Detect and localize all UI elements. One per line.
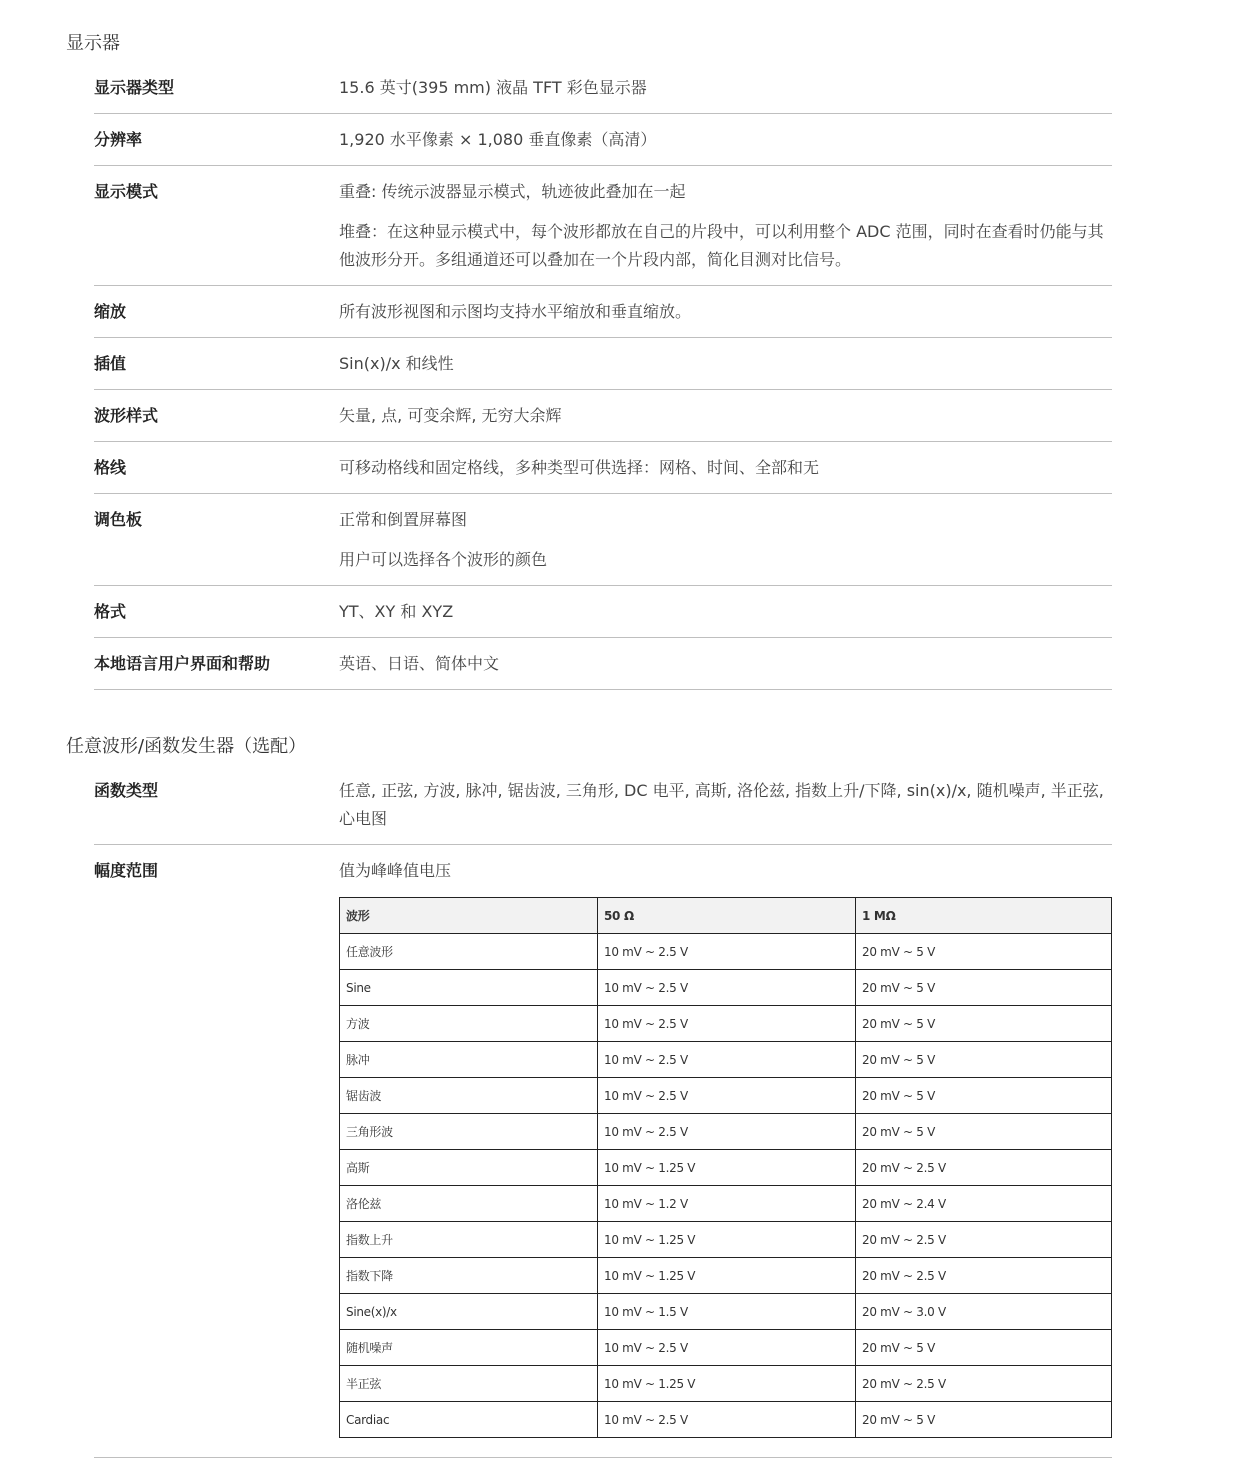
spec-value <box>339 350 1112 378</box>
cell-1-megaohm: 20 mV ~ 5 V <box>856 1402 1112 1438</box>
cell-50-ohm: 10 mV ~ 2.5 V <box>598 1402 856 1438</box>
spec-label: 显示器类型 <box>94 78 175 97</box>
section-title-display: 显示器 <box>66 33 120 54</box>
cell-50-ohm: 10 mV ~ 2.5 V <box>598 1114 856 1150</box>
spec-value-text: 所有波形视图和示图均支持水平缩放和垂直缩放。 <box>339 302 692 321</box>
spec-label: 波形样式 <box>94 406 159 425</box>
spec-label: 调色板 <box>94 510 143 529</box>
table-row <box>340 1222 1112 1258</box>
cell-waveform: 洛伦兹 <box>340 1186 598 1222</box>
spec-value <box>339 178 1112 274</box>
spec-row <box>94 586 1112 638</box>
spec-label: 函数类型 <box>94 781 159 800</box>
cell-50-ohm: 10 mV ~ 2.5 V <box>598 1078 856 1114</box>
table-row <box>340 970 1112 1006</box>
spec-label: 显示模式 <box>94 182 159 201</box>
spec-value <box>339 454 1112 482</box>
spec-row <box>94 62 1112 114</box>
spec-row <box>94 638 1112 690</box>
cell-waveform: Sine <box>340 970 598 1006</box>
table-row <box>340 1150 1112 1186</box>
cell-waveform: 任意波形 <box>340 934 598 970</box>
cell-waveform: 随机噪声 <box>340 1330 598 1366</box>
spec-row <box>94 286 1112 338</box>
spec-value <box>339 650 1112 678</box>
column-header-50-ohm: 50 Ω <box>598 898 856 934</box>
table-row <box>340 1258 1112 1294</box>
spec-label: 分辨率 <box>94 130 143 149</box>
table-row <box>340 1402 1112 1438</box>
cell-50-ohm: 10 mV ~ 2.5 V <box>598 934 856 970</box>
cell-1-megaohm: 20 mV ~ 5 V <box>856 1078 1112 1114</box>
spec-label: 格式 <box>94 602 127 621</box>
amplitude-range-table <box>339 897 1112 1438</box>
cell-50-ohm: 10 mV ~ 1.5 V <box>598 1294 856 1330</box>
cell-waveform: 方波 <box>340 1006 598 1042</box>
spec-value-text: 任意, 正弦, 方波, 脉冲, 锯齿波, 三角形, DC 电平, 高斯, 洛伦兹, 指数上升/下降, sin(x)/x, 随机噪声, 半正弦, 心电图 <box>339 781 1104 828</box>
spec-value-text: Sin(x)/x 和线性 <box>339 354 454 373</box>
table-row <box>340 1078 1112 1114</box>
spec-value-text: 矢量, 点, 可变余辉, 无穷大余辉 <box>339 406 562 425</box>
spec-value <box>339 402 1112 430</box>
table-row <box>340 1330 1112 1366</box>
table-row <box>340 1114 1112 1150</box>
cell-1-megaohm: 20 mV ~ 2.5 V <box>856 1222 1112 1258</box>
cell-50-ohm: 10 mV ~ 1.25 V <box>598 1222 856 1258</box>
spec-label: 插值 <box>94 354 127 373</box>
cell-waveform: 高斯 <box>340 1150 598 1186</box>
spec-value-text: 正常和倒置屏幕图 <box>339 510 468 529</box>
cell-1-megaohm: 20 mV ~ 2.4 V <box>856 1186 1112 1222</box>
cell-1-megaohm: 20 mV ~ 2.5 V <box>856 1150 1112 1186</box>
cell-waveform: 指数上升 <box>340 1222 598 1258</box>
spec-value-text: 15.6 英寸(395 mm) 液晶 TFT 彩色显示器 <box>339 78 647 97</box>
cell-50-ohm: 10 mV ~ 2.5 V <box>598 1330 856 1366</box>
cell-50-ohm: 10 mV ~ 1.25 V <box>598 1258 856 1294</box>
cell-1-megaohm: 20 mV ~ 2.5 V <box>856 1258 1112 1294</box>
cell-50-ohm: 10 mV ~ 1.25 V <box>598 1150 856 1186</box>
table-row <box>340 1042 1112 1078</box>
spec-row <box>94 338 1112 390</box>
spec-row <box>94 442 1112 494</box>
table-header-row <box>340 898 1112 934</box>
cell-1-megaohm: 20 mV ~ 5 V <box>856 1042 1112 1078</box>
table-row <box>340 1366 1112 1402</box>
spec-value-text: 用户可以选择各个波形的颜色 <box>339 550 548 569</box>
spec-value <box>339 298 1112 326</box>
cell-waveform: 半正弦 <box>340 1366 598 1402</box>
cell-waveform: 三角形波 <box>340 1114 598 1150</box>
cell-50-ohm: 10 mV ~ 1.25 V <box>598 1366 856 1402</box>
cell-waveform: 脉冲 <box>340 1042 598 1078</box>
spec-value-text: 可移动格线和固定格线，多种类型可供选择：网格、时间、全部和无 <box>339 458 820 477</box>
cell-1-megaohm: 20 mV ~ 2.5 V <box>856 1366 1112 1402</box>
spec-row <box>94 845 1112 1458</box>
table-row <box>340 934 1112 970</box>
spec-label: 格线 <box>94 458 127 477</box>
cell-waveform: 锯齿波 <box>340 1078 598 1114</box>
spec-list-display <box>94 62 1112 690</box>
cell-1-megaohm: 20 mV ~ 5 V <box>856 970 1112 1006</box>
spec-label: 缩放 <box>94 302 127 321</box>
cell-1-megaohm: 20 mV ~ 5 V <box>856 1006 1112 1042</box>
spec-value <box>339 598 1112 626</box>
table-row <box>340 1186 1112 1222</box>
table-body <box>340 934 1112 1438</box>
spec-value <box>339 506 1112 574</box>
spec-value-text: YT、XY 和 XYZ <box>339 602 454 621</box>
spec-label: 幅度范围 <box>94 861 159 880</box>
cell-50-ohm: 10 mV ~ 2.5 V <box>598 1006 856 1042</box>
spec-row <box>94 166 1112 286</box>
spec-value <box>339 777 1112 833</box>
section-title-awg: 任意波形/函数发生器（选配） <box>66 736 307 757</box>
cell-waveform: Sine(x)/x <box>340 1294 598 1330</box>
spec-value-text: 英语、日语、简体中文 <box>339 654 500 673</box>
spec-value <box>339 74 1112 102</box>
spec-value-text: 值为峰峰值电压 <box>339 861 452 880</box>
cell-50-ohm: 10 mV ~ 2.5 V <box>598 970 856 1006</box>
spec-list-awg <box>94 765 1112 1458</box>
spec-value-text: 1,920 水平像素 × 1,080 垂直像素（高清） <box>339 130 657 149</box>
table-row <box>340 1006 1112 1042</box>
table-row <box>340 1294 1112 1330</box>
spec-value <box>339 126 1112 154</box>
column-header-waveform: 波形 <box>340 898 598 934</box>
spec-value <box>339 857 1112 1446</box>
cell-1-megaohm: 20 mV ~ 5 V <box>856 1114 1112 1150</box>
spec-value-text: 堆叠：在这种显示模式中，每个波形都放在自己的片段中，可以利用整个 ADC 范围，同时在查看时仍能与其他波形分开。多组通道还可以叠加在一个片段内部，简化目测对比信号。 <box>339 222 1104 269</box>
spec-value-text: 重叠: 传统示波器显示模式，轨迹彼此叠加在一起 <box>339 182 686 201</box>
spec-row <box>94 494 1112 586</box>
column-header-1-megaohm: 1 MΩ <box>856 898 1112 934</box>
spec-row <box>94 390 1112 442</box>
cell-waveform: 指数下降 <box>340 1258 598 1294</box>
cell-1-megaohm: 20 mV ~ 5 V <box>856 934 1112 970</box>
cell-1-megaohm: 20 mV ~ 5 V <box>856 1330 1112 1366</box>
cell-50-ohm: 10 mV ~ 1.2 V <box>598 1186 856 1222</box>
spec-label: 本地语言用户界面和帮助 <box>94 654 271 673</box>
cell-1-megaohm: 20 mV ~ 3.0 V <box>856 1294 1112 1330</box>
spec-row <box>94 765 1112 845</box>
spec-row <box>94 114 1112 166</box>
cell-waveform: Cardiac <box>340 1402 598 1438</box>
cell-50-ohm: 10 mV ~ 2.5 V <box>598 1042 856 1078</box>
